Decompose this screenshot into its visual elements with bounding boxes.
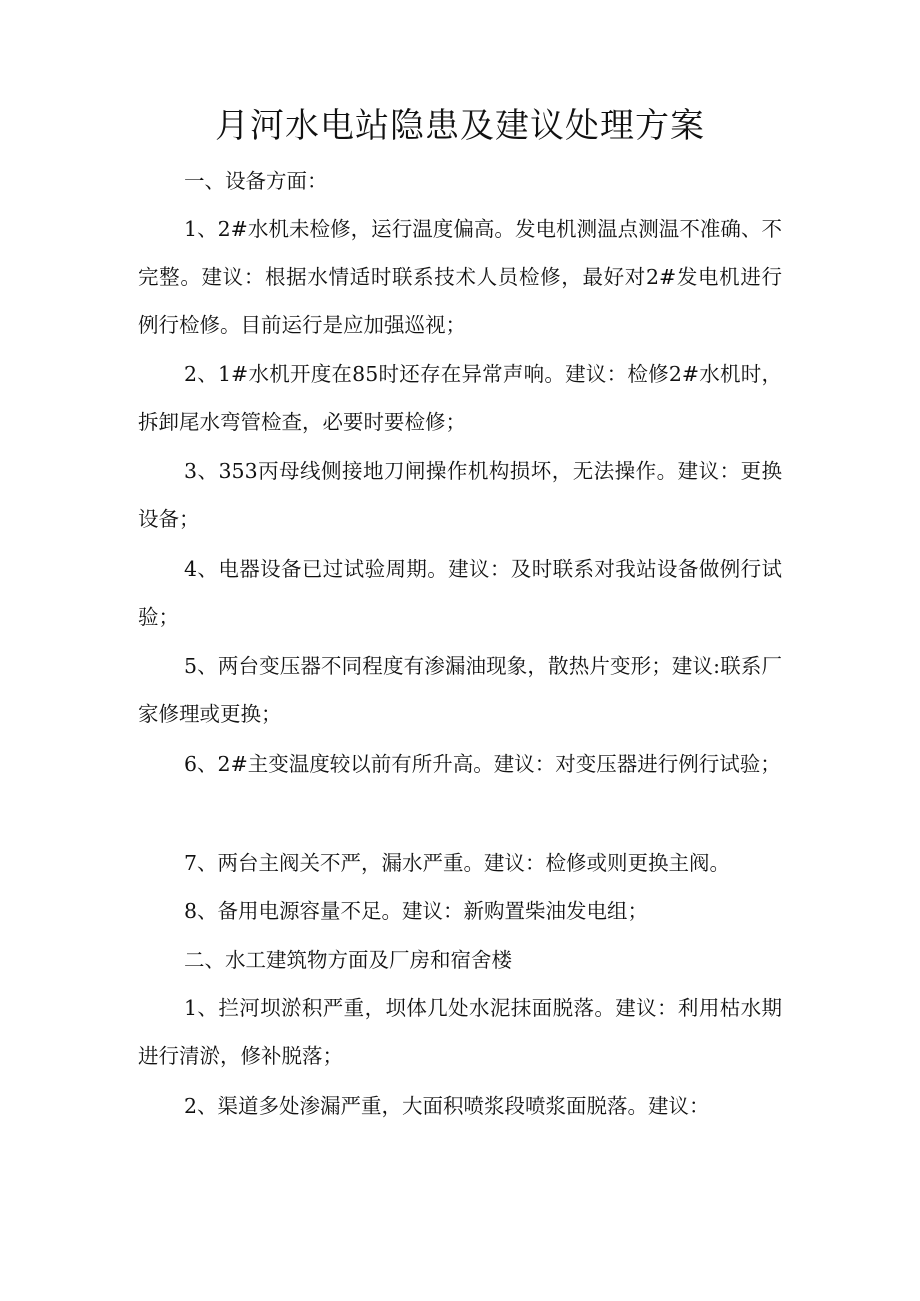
- item-paragraph: 3、353丙母线侧接地刀闸操作机构损坏，无法操作。建议：更换设备；: [138, 459, 782, 531]
- section-heading-hydraulic: 二、水工建筑物方面及厂房和宿舍楼: [184, 948, 512, 972]
- item-paragraph: 2、渠道多处渗漏严重，大面积喷浆段喷浆面脱落。建议：: [184, 1094, 710, 1118]
- item-paragraph: 4、电器设备已过试验周期。建议：及时联系对我站设备做例行试验；: [138, 557, 782, 629]
- item-paragraph: 7、两台主阀关不严，漏水严重。建议：检修或则更换主阀。: [184, 851, 731, 875]
- item-paragraph: 6、2#主变温度较以前有所升高。建议：对变压器进行例行试验；: [184, 752, 781, 776]
- item-paragraph: 5、两台变压器不同程度有渗漏油现象，散热片变形；建议:联系厂家修理或更换；: [138, 654, 782, 726]
- item-paragraph: 2、1#水机开度在85时还存在异常声响。建议：检修2#水机时，拆卸尾水弯管检查，必要时要检修；: [138, 362, 782, 434]
- document-title: 月河水电站隐患及建议处理方案: [215, 106, 705, 146]
- item-paragraph: 8、备用电源容量不足。建议：新购置柴油发电组；: [184, 899, 649, 923]
- item-paragraph: 1、拦河坝淤积严重，坝体几处水泥抹面脱落。建议：利用枯水期进行清淤，修补脱落；: [138, 996, 782, 1068]
- section-heading-equipment: 一、设备方面：: [184, 169, 328, 193]
- item-paragraph: 1、2#水机未检修，运行温度偏高。发电机测温点测温不准确、不完整。建议：根据水情适时联系技术人员检修，最好对2#发电机进行例行检修。目前运行是应加强巡视；: [138, 217, 782, 337]
